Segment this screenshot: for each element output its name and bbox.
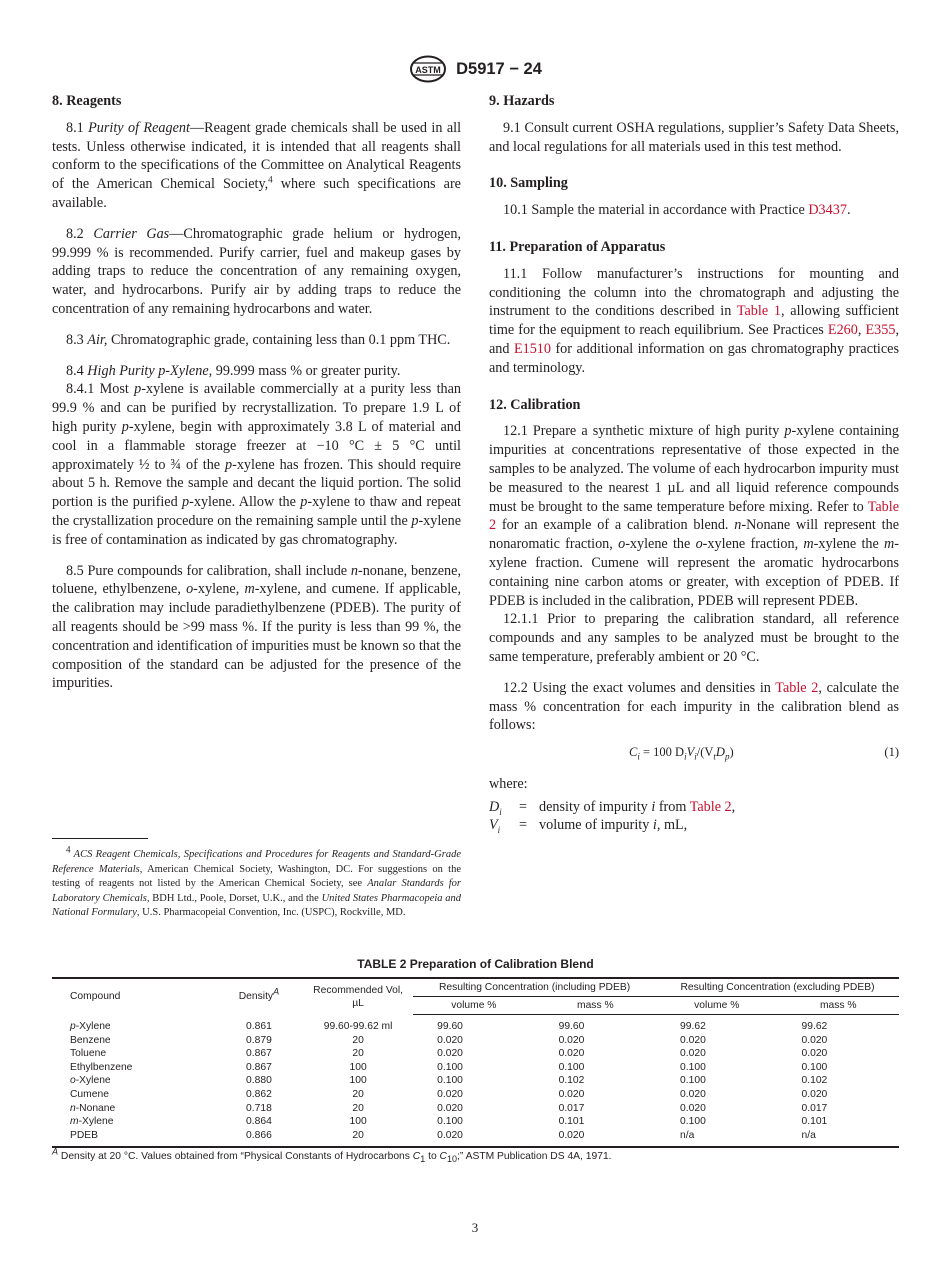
link-d3437[interactable]: D3437 [808, 202, 847, 219]
cell-density: 0.862 [246, 1088, 272, 1100]
cell-mass-pct-incl: 0.020 [558, 1088, 585, 1100]
cell-volume-pct-excl: 0.100 [680, 1075, 706, 1087]
paragraph-8-4: 8.4 High Purity p-Xylene, 99.999 mass % or greater purity. [66, 362, 401, 379]
cell-density: 0.864 [246, 1116, 272, 1128]
paragraph-8-2: 8.2 Carrier Gas—Chromatographic grade helium or hydrogen, 99.999 % is recommended. Purify carrier, fuel and makeup gases by adding traps to reduce the concentration of any remaining oxygen, water, and hydrocarbons. Purify air by adding traps to reduce the concentration of any remaining hydrocarbons and water. [52, 225, 461, 317]
cell-compound: Cumene [70, 1088, 109, 1100]
where-label: where: [489, 776, 528, 793]
cell-compound: PDEB [52, 1129, 215, 1148]
paragraph-12-1: 12.1 Prepare a synthetic mixture of high purity p-xylene containing impurities at concentrations representative of those expected in the samples to be analyzed. The volume of each hydrocarbon impurity must be measured to the nearest 1 µL and all liquid reference compounds must be brought to the same temperature before mixing. Refer to Table 2 for an example of a calibration blend. n-Nonane will represent the nonaromatic fraction, o-xylene the o-xylene fraction, m-xylene the m-xylene fraction. Cumene will represent the aromatic hydrocarbons containing nine carbon atoms or greater, with exception of PDEB. If PDEB is included in the calibration, PDEB will represent PDEB. [489, 423, 900, 609]
cell-compound: n-Nonane [70, 1102, 116, 1114]
cell-volume-pct-incl: 0.020 [437, 1034, 463, 1046]
page-number: 3 [471, 1220, 479, 1235]
svg-text:ASTM: ASTM [415, 65, 441, 75]
cell-volume-pct-incl: 99.60 [437, 1021, 463, 1032]
equation-expression: $C_i = 100$ $D_iV_i/(V_tD_p)$ [629, 745, 734, 762]
cell-mass-pct-incl: 0.101 [558, 1116, 585, 1128]
header-volume: Recommended Vol, µL [303, 978, 413, 1015]
cell-volume-pct-excl: 0.020 [680, 1088, 706, 1100]
equation-1 [489, 741, 899, 765]
cell-mass-pct-incl: 0.100 [558, 1061, 585, 1073]
cell-mass-pct-excl: n/a [778, 1129, 900, 1148]
paragraph-9-1: 9.1 Consult current OSHA regulations, supplier’s Safety Data Sheets, and local regulations for all materials used in this test method. [489, 119, 899, 155]
cell-mass-pct-excl: 0.102 [801, 1075, 828, 1087]
table-footnote-a: $^A$ Density at 20 °C. Values obtained from “Physical Constants of Hydrocarbons $C_1$ to $C_{10}$;” ASTM Publication DS 4A, 1971. [52, 1146, 612, 1165]
cell-compound: Toluene [70, 1048, 107, 1060]
cell-volume-pct-excl: 0.020 [680, 1102, 706, 1114]
header-including-pdeb: Resulting Concentration (including PDEB) [413, 978, 656, 997]
paragraph-8-1: 8.1 Purity of Reagent—Reagent grade chemicals shall be used in all tests. Unless otherwise indicated, it is intended that all reagents shall conform to the specifications of the Committee on Analytical Reagents of the American Chemical Society,$^4$ where such specifications are available. [52, 119, 462, 211]
header-volume-pct-incl: volume % [413, 997, 534, 1015]
footnote-4: $^4$ ACS Reagent Chemicals, Specifications and Procedures for Reagents and Standard-Grade Reference Materials, American Chemical Society, Washington, DC. For suggestions on the testing of reagents not listed by the American Chemical Society, see Analar Standards for Laboratory Chemicals, BDH Ltd., Poole, Dorset, U.K., and the United States Pharmacopeia and National Formulary, U.S. Pharmacopeial Convention, Inc. (USPC), Rockville, MD. [52, 844, 462, 919]
page-header [0, 55, 950, 83]
cell-mass-pct-incl: 0.017 [558, 1102, 585, 1114]
paragraph-10-1: 10.1 Sample the material in accordance with Practice D3437. [503, 202, 851, 219]
cell-volume: 20 [352, 1048, 364, 1060]
cell-mass-pct-excl: 0.100 [801, 1061, 828, 1073]
section-9-title: 9. Hazards [489, 93, 555, 109]
paragraph-8-5: 8.5 Pure compounds for calibration, shall include n-nonane, benzene, toluene, ethylbenzene, o-xylene, m-xylene, and cumene. If applicable, the calibration may include paradiethylbenzene (PDEB). The purity of all reagents should be >99 mass %. If the purity is less than 99 %, the concentration and identification of impurities must be known so that the composition of the standard can be adjusted for the presence of the impurities. [52, 562, 461, 692]
footnote-divider [52, 838, 148, 839]
cell-volume: 100 [349, 1061, 367, 1073]
cell-mass-pct-excl: 0.020 [801, 1088, 828, 1100]
left-column [52, 92, 461, 699]
section-12-title: 12. Calibration [489, 396, 581, 413]
cell-volume-pct-excl: 0.100 [680, 1061, 706, 1073]
right-column [489, 92, 899, 835]
cell-mass-pct-incl: 0.102 [558, 1075, 585, 1087]
paragraph-8-3: 8.3 Air, Chromatographic grade, containing less than 0.1 ppm THC. [66, 331, 451, 348]
cell-volume: 20 [303, 1129, 413, 1148]
cell-density: 0.880 [246, 1075, 272, 1087]
cell-compound: p-Xylene [70, 1020, 111, 1032]
standard-designation: D5917 − 24 [456, 59, 542, 78]
astm-logo-icon [408, 55, 448, 83]
cell-volume-pct-excl: 99.62 [680, 1021, 706, 1032]
cell-density: 0.879 [246, 1034, 272, 1046]
table-row [52, 1015, 899, 1034]
header-mass-pct-excl: mass % [778, 997, 900, 1015]
cell-density: 0.867 [246, 1048, 272, 1060]
cell-volume-pct-excl: n/a [656, 1129, 777, 1148]
cell-density: 0.718 [246, 1102, 272, 1114]
cell-mass-pct-excl: 0.017 [801, 1102, 828, 1114]
cell-volume-pct-excl: 0.100 [680, 1116, 706, 1128]
header-excluding-pdeb: Resulting Concentration (excluding PDEB) [656, 978, 899, 997]
section-8-title: 8. Reagents [52, 93, 122, 109]
cell-volume: 99.60-99.62 ml [323, 1020, 393, 1032]
cell-density: 0.867 [246, 1061, 272, 1073]
link-table-2[interactable]: Table 2 [775, 679, 819, 696]
cell-density: 0.861 [246, 1020, 272, 1032]
header-density: Density$^A$ [215, 978, 303, 1015]
header-mass-pct-incl: mass % [535, 997, 656, 1015]
header-volume-pct-excl: volume % [656, 997, 777, 1015]
cell-mass-pct-incl: 0.020 [558, 1048, 585, 1060]
link-e260[interactable]: E260 [827, 322, 858, 339]
link-e355[interactable]: E355 [865, 322, 896, 339]
cell-density: 0.866 [215, 1129, 303, 1148]
link-table-2[interactable]: Table 2 [689, 798, 732, 815]
cell-mass-pct-incl: 0.020 [558, 1034, 585, 1046]
link-table-2[interactable]: Table 2 [489, 498, 899, 534]
cell-compound: m-Xylene [70, 1116, 114, 1128]
cell-volume-pct-incl: 0.100 [437, 1075, 463, 1087]
table-row [52, 1074, 899, 1088]
section-10-title: 10. Sampling [489, 175, 568, 192]
definition-di: $D_i$ = density of impurity i from Table 2, [489, 798, 736, 817]
paragraph-11-1: 11.1 Follow manufacturer’s instructions for mounting and conditioning the column into the chromatograph and adjusting the instrument to the conditions described in Table 1, allowing sufficient time for the equipment to reach equilibrium. See Practices E260, E355, and E1510 for additional information on gas chromatography practices and terminology. [489, 265, 900, 376]
cell-volume: 100 [349, 1075, 367, 1087]
section-11-title: 11. Preparation of Apparatus [489, 238, 666, 255]
paragraph-12-1-1: 12.1.1 Prior to preparing the calibration standard, all reference compounds and any samples to be analyzed must be brought to the same temperature, preferably ambient or 20 °C. [489, 611, 899, 665]
cell-compound: Benzene [70, 1034, 111, 1046]
cell-mass-pct-excl: 0.020 [801, 1034, 828, 1046]
cell-compound: Ethylbenzene [70, 1061, 133, 1073]
cell-volume-pct-incl: 0.100 [437, 1116, 463, 1128]
header-compound: Compound [52, 978, 215, 1015]
cell-volume-pct-incl: 0.020 [437, 1102, 463, 1114]
paragraph-12-2: 12.2 Using the exact volumes and densities in Table 2, calculate the mass % concentration for each impurity in the calibration blend as follows: [489, 679, 899, 734]
table-row [52, 1061, 899, 1075]
equation-number: (1) [884, 745, 899, 760]
cell-volume: 100 [349, 1116, 367, 1128]
table-title: TABLE 2 Preparation of Calibration Blend [357, 957, 594, 971]
link-e1510[interactable]: E1510 [513, 340, 551, 357]
cell-volume-pct-excl: 0.020 [680, 1034, 706, 1046]
table-row [52, 1115, 899, 1129]
table-row [52, 1034, 899, 1048]
table-2 [52, 957, 899, 1165]
cell-volume: 20 [352, 1088, 364, 1100]
cell-mass-pct-incl: 0.020 [535, 1129, 656, 1148]
footnote-ref-4[interactable]: 4 [268, 174, 273, 185]
cell-compound: o-Xylene [70, 1075, 111, 1087]
cell-volume-pct-incl: 0.100 [437, 1061, 463, 1073]
cell-volume: 20 [352, 1034, 364, 1046]
cell-mass-pct-excl: 0.101 [801, 1116, 828, 1128]
cell-mass-pct-excl: 0.020 [801, 1048, 828, 1060]
cell-mass-pct-incl: 99.60 [558, 1021, 585, 1032]
table-row [52, 1047, 899, 1061]
table-row [52, 1129, 899, 1148]
cell-volume-pct-incl: 0.020 [437, 1088, 463, 1100]
table-row [52, 1088, 899, 1102]
definition-vi: $V_i$ = volume of impurity i, mL, [489, 817, 688, 836]
cell-volume-pct-incl: 0.020 [413, 1129, 534, 1148]
link-table-1[interactable]: Table 1 [736, 303, 781, 320]
calibration-blend-table [52, 977, 899, 1148]
cell-volume: 20 [352, 1102, 364, 1114]
cell-volume-pct-excl: 0.020 [680, 1048, 706, 1060]
table-row [52, 1102, 899, 1116]
cell-volume-pct-incl: 0.020 [437, 1048, 463, 1060]
paragraph-8-4-1: 8.4.1 Most p-xylene is available commercially at a purity less than 99.9 % and can be purified by recrystallization. To prepare 1.9 L of high purity p-xylene, begin with approximately 3.8 L of material and cool in a flammable storage freezer at −10 °C ± 5 °C until approximately ½ to ¾ of the p-xylene has frozen. This should require about 5 h. Remove the sample and decant the liquid portion. The solid portion is the purified p-xylene. Allow the p-xylene to thaw and repeat the crystallization procedure on the remaining sample until the p-xylene is free of contamination as indicated by gas chromatography. [52, 381, 461, 548]
cell-mass-pct-excl: 99.62 [801, 1021, 828, 1032]
